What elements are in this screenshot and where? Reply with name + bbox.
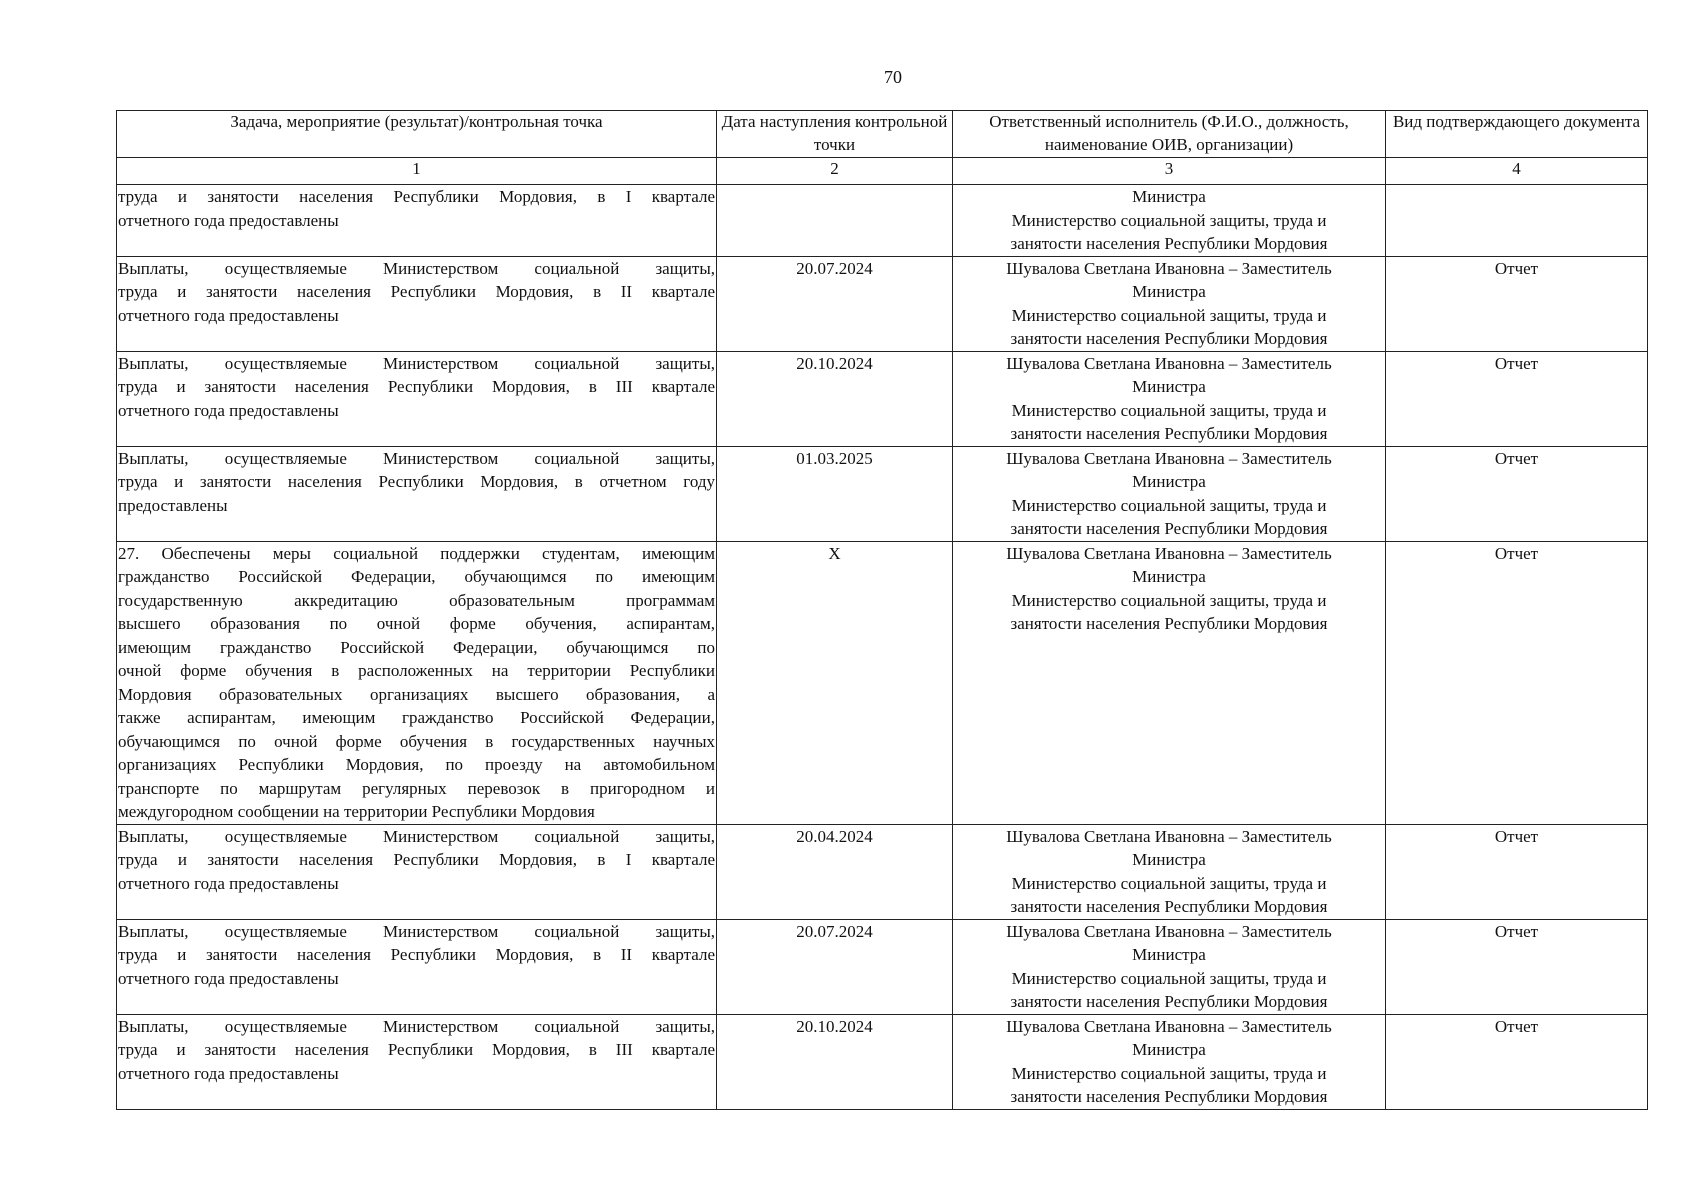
responsible-line: Министерство социальной защиты, труда и [1011,590,1327,610]
table-row [117,1014,1648,1109]
responsible-line: Министра [1132,1040,1206,1059]
responsible-line: Шувалова Светлана Ивановна – Заместитель [1006,448,1332,468]
responsible-line: Министра [1132,282,1206,301]
table-row [117,256,1648,351]
table-row [117,446,1648,541]
task-cell [117,351,717,446]
responsible-line: Министра [1132,187,1206,206]
task-line: государственную аккредитацию образовательным программам [118,590,715,610]
column-number-row [117,158,1648,185]
document-type-cell [1386,185,1648,257]
responsible-line: Шувалова Светлана Ивановна – Заместитель [1006,353,1332,373]
task-line: отчетного года предоставлены [118,210,339,230]
control-date-cell: 20.07.2024 [717,256,953,351]
table-row [117,185,1648,257]
task-cell [117,919,717,1014]
header-responsible: Ответственный исполнитель (Ф.И.О., должность, наименование ОИВ, организации) [953,111,1386,158]
responsible-line: Шувалова Светлана Ивановна – Заместитель [1006,1016,1332,1036]
document-type-cell: Отчет [1386,256,1648,351]
task-line: отчетного года предоставлены [118,305,339,325]
responsible-cell [953,1014,1386,1109]
responsible-line: Шувалова Светлана Ивановна – Заместитель [1006,826,1332,846]
table-row [117,541,1648,824]
document-type-cell: Отчет [1386,824,1648,919]
task-line: также аспирантам, имеющим гражданство Российской Федерации, [118,708,715,727]
header-task: Задача, мероприятие (результат)/контрольная точка [117,111,717,158]
table-header-row [117,111,1648,158]
task-line: труда и занятости населения Республики Мордовия, в I квартале [118,187,715,206]
control-date-cell: 20.10.2024 [717,1014,953,1109]
responsible-cell [953,919,1386,1014]
document-type-cell: Отчет [1386,919,1648,1014]
task-line: организациях Республики Мордовия, по проезду на автомобильном [118,755,715,774]
document-type-cell: Отчет [1386,1014,1648,1109]
task-cell [117,824,717,919]
task-line: предоставлены [118,495,228,515]
responsible-cell [953,256,1386,351]
responsible-line: Министра [1132,567,1206,586]
task-line: отчетного года предоставлены [118,873,339,893]
task-line: обучающимся по очной форме обучения в государственных научных [118,731,715,751]
responsible-line: Министра [1132,377,1206,396]
column-number: 1 [117,158,717,185]
control-date-cell: 20.10.2024 [717,351,953,446]
responsible-line: Министерство социальной защиты, труда и [1011,968,1327,988]
responsible-line: Министерство социальной защиты, труда и [1011,1063,1327,1083]
responsible-line: занятости населения Республики Мордовия [1010,992,1328,1011]
task-line: Выплаты, осуществляемые Министерством социальной защиты, [118,921,715,941]
header-document: Вид подтверждающего документа [1386,111,1648,158]
responsible-line: Министерство социальной защиты, труда и [1011,210,1327,230]
responsible-line: Министра [1132,945,1206,964]
responsible-cell [953,351,1386,446]
table-row [117,919,1648,1014]
responsible-line: Министерство социальной защиты, труда и [1011,400,1327,420]
task-line: Выплаты, осуществляемые Министерством социальной защиты, [118,448,715,468]
task-line: отчетного года предоставлены [118,1063,339,1083]
task-line: труда и занятости населения Республики Мордовия, в I квартале [118,850,715,869]
task-cell [117,541,717,824]
responsible-line: Министерство социальной защиты, труда и [1011,873,1327,893]
task-line: Выплаты, осуществляемые Министерством социальной защиты, [118,353,715,373]
task-line: Выплаты, осуществляемые Министерством социальной защиты, [118,1016,715,1036]
table-row [117,351,1648,446]
task-line: Выплаты, осуществляемые Министерством социальной защиты, [118,258,715,278]
responsible-cell [953,824,1386,919]
task-line: труда и занятости населения Республики Мордовия, в II квартале [118,282,715,301]
task-line: очной форме обучения в расположенных на территории Республики [118,661,715,680]
page-number: 70 [884,67,902,87]
task-line: транспорте по маршрутам регулярных перевозок в пригородном и [118,778,715,798]
task-cell [117,1014,717,1109]
control-points-table [116,110,1648,1110]
task-line: междугородном сообщении на территории Республики Мордовия [118,802,595,821]
task-line: труда и занятости населения Республики Мордовия, в отчетном году [118,472,715,491]
control-date-cell: X [717,541,953,824]
task-line: 27. Обеспечены меры социальной поддержки студентам, имеющим [118,543,715,563]
control-date-cell: 20.04.2024 [717,824,953,919]
table-row [117,824,1648,919]
task-line: труда и занятости населения Республики Мордовия, в III квартале [118,1040,715,1059]
responsible-line: Министра [1132,472,1206,491]
column-number: 4 [1386,158,1648,185]
responsible-line: Шувалова Светлана Ивановна – Заместитель [1006,921,1332,941]
task-line: труда и занятости населения Республики Мордовия, в III квартале [118,377,715,396]
task-cell [117,446,717,541]
task-line: труда и занятости населения Республики Мордовия, в II квартале [118,945,715,964]
column-number: 2 [717,158,953,185]
task-line: гражданство Российской Федерации, обучающимся по имеющим [118,567,715,586]
responsible-line: занятости населения Республики Мордовия [1010,897,1328,916]
control-date-cell: 20.07.2024 [717,919,953,1014]
task-line: высшего образования по очной форме обучения, аспирантам, [118,614,715,633]
responsible-line: Шувалова Светлана Ивановна – Заместитель [1006,258,1332,278]
responsible-line: Министра [1132,850,1206,869]
control-date-cell: 01.03.2025 [717,446,953,541]
responsible-line: Шувалова Светлана Ивановна – Заместитель [1006,543,1332,563]
responsible-line: занятости населения Республики Мордовия [1010,614,1328,633]
task-line: Мордовия образовательных организациях высшего образования, а [118,684,715,704]
document-type-cell: Отчет [1386,541,1648,824]
task-cell [117,185,717,257]
responsible-line: занятости населения Республики Мордовия [1010,234,1328,253]
responsible-cell [953,541,1386,824]
column-number: 3 [953,158,1386,185]
responsible-cell [953,185,1386,257]
responsible-line: занятости населения Республики Мордовия [1010,1087,1328,1106]
responsible-line: занятости населения Республики Мордовия [1010,519,1328,538]
responsible-line: Министерство социальной защиты, труда и [1011,305,1327,325]
responsible-line: занятости населения Республики Мордовия [1010,329,1328,348]
responsible-line: Министерство социальной защиты, труда и [1011,495,1327,515]
document-type-cell: Отчет [1386,446,1648,541]
document-type-cell: Отчет [1386,351,1648,446]
responsible-cell [953,446,1386,541]
task-line: имеющим гражданство Российской Федерации, обучающимся по [118,637,715,657]
responsible-line: занятости населения Республики Мордовия [1010,424,1328,443]
task-line: Выплаты, осуществляемые Министерством социальной защиты, [118,826,715,846]
header-date: Дата наступления контрольной точки [717,111,953,158]
task-line: отчетного года предоставлены [118,400,339,420]
task-line: отчетного года предоставлены [118,968,339,988]
control-date-cell [717,185,953,257]
task-cell [117,256,717,351]
